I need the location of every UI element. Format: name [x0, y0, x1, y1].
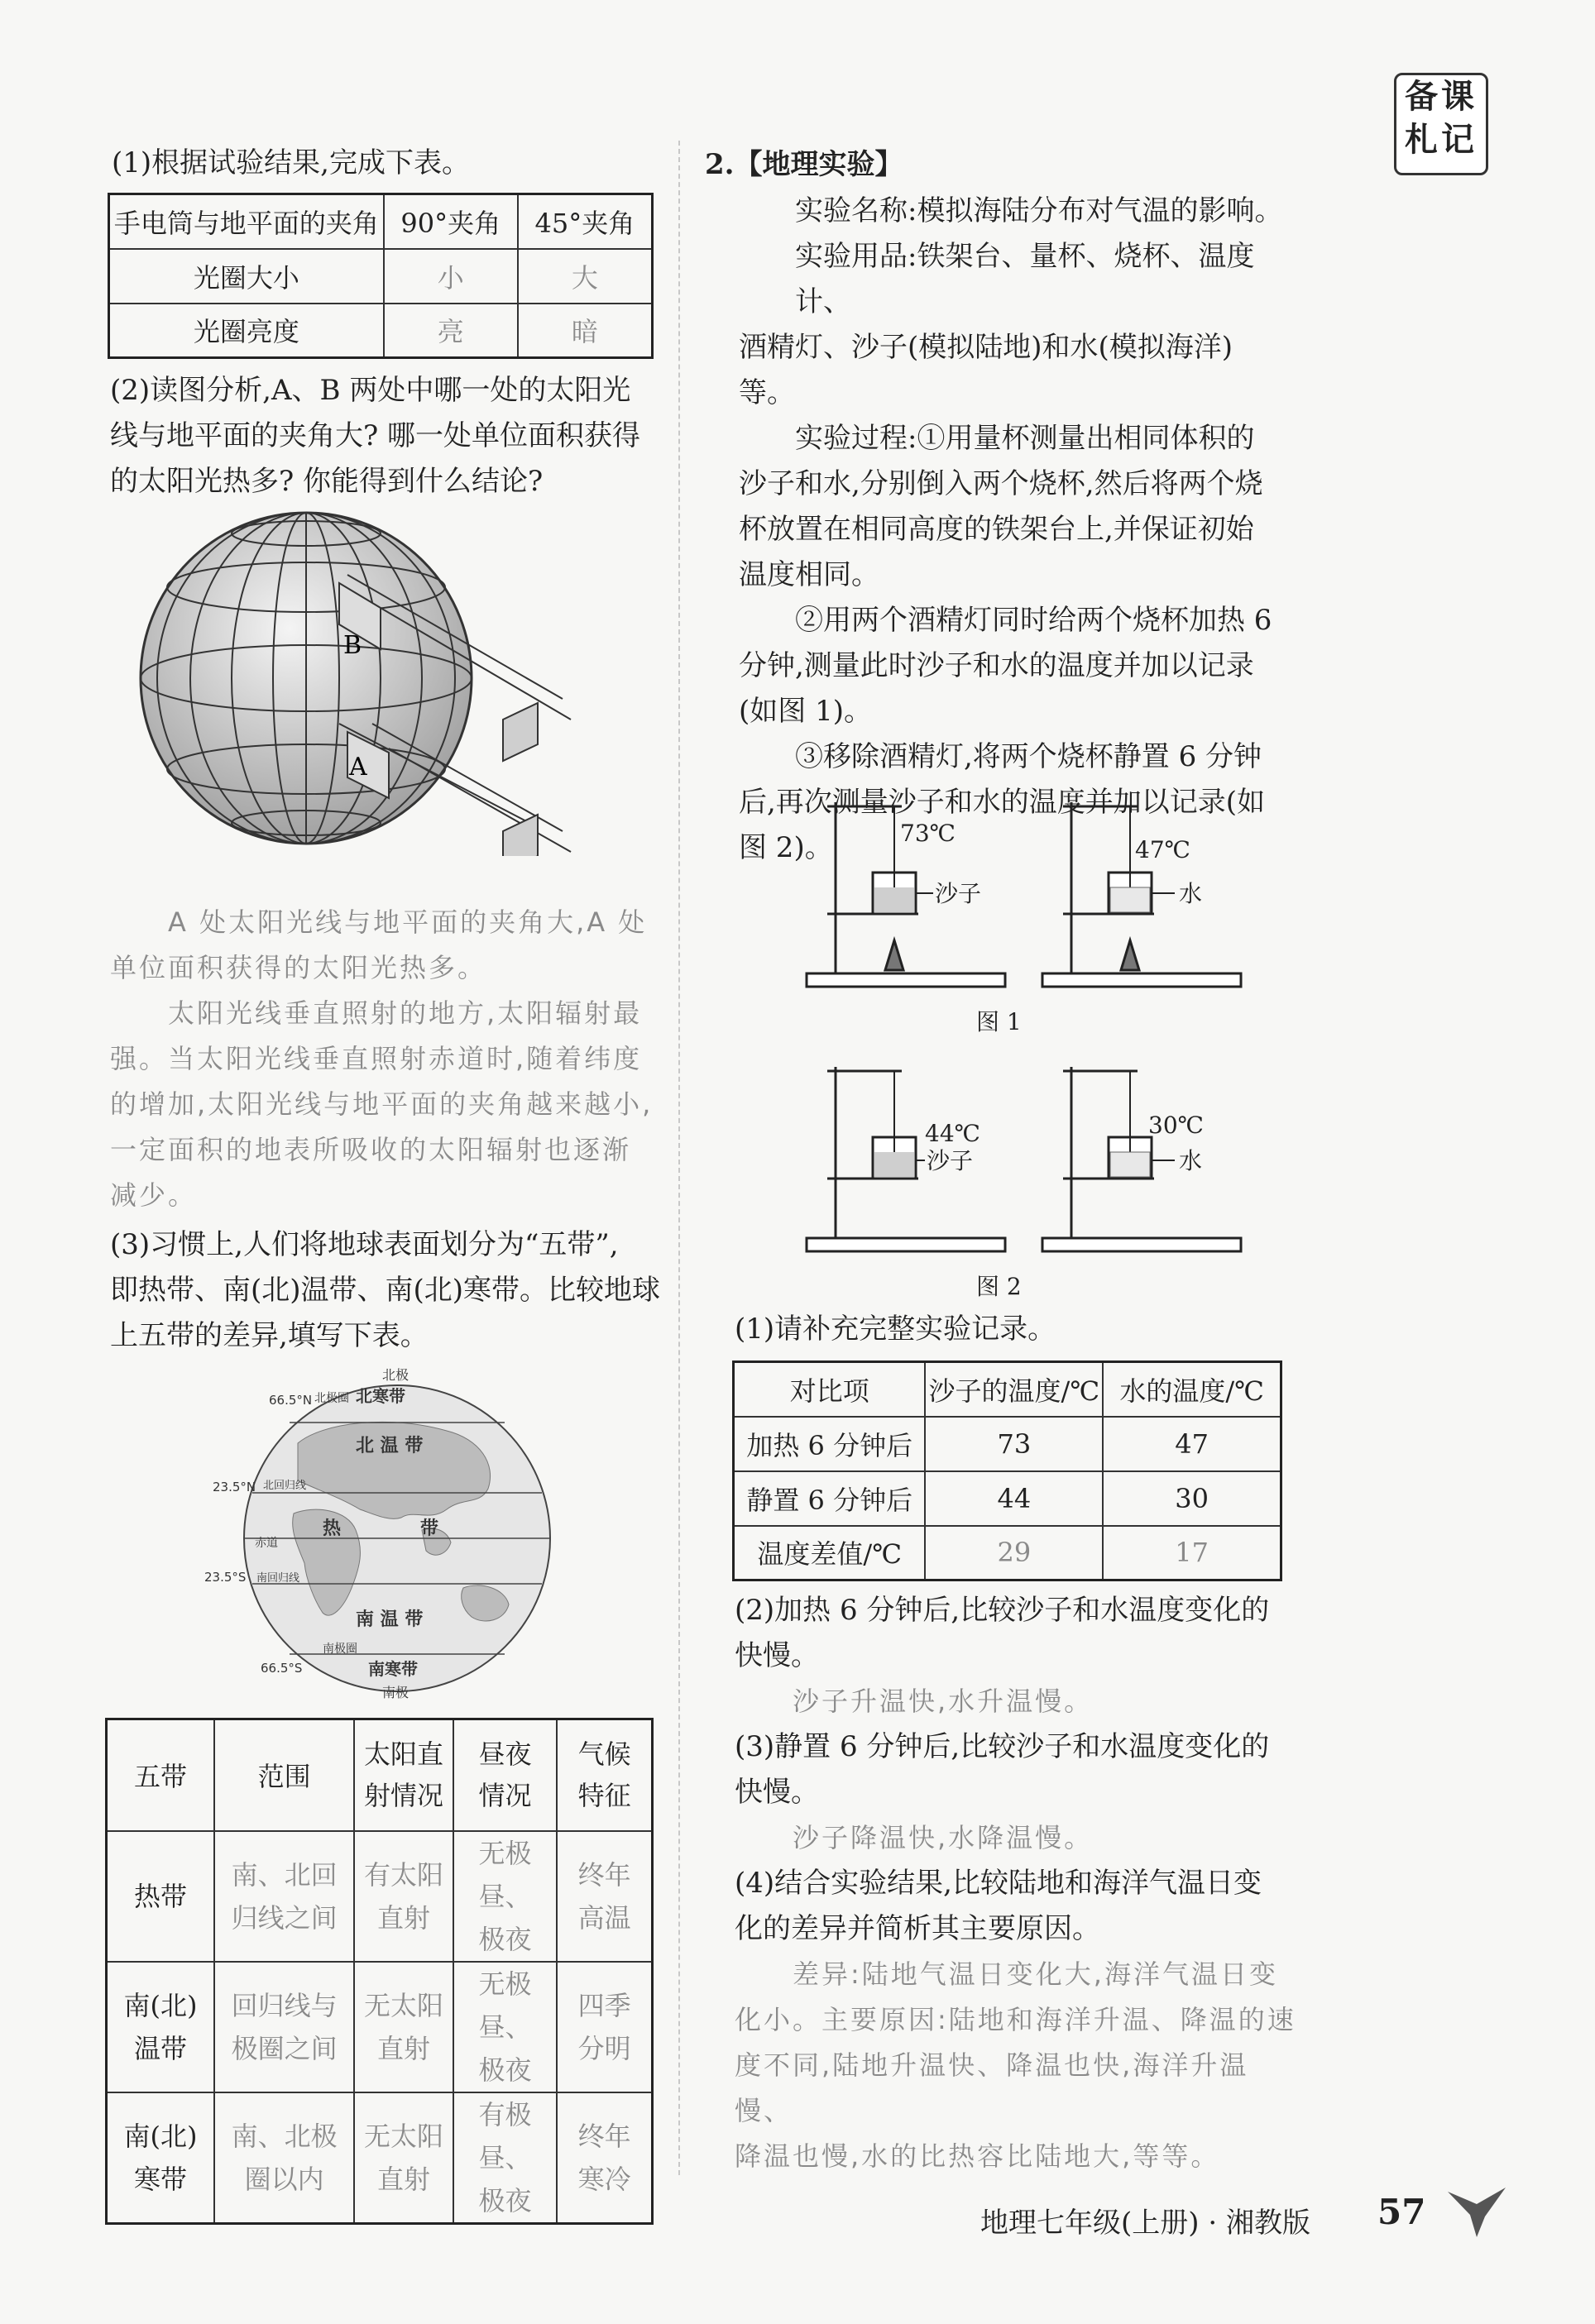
answer-line: 的增加,太阳光线与地平面的夹角越来越小,	[110, 1088, 654, 1120]
zones-header	[354, 1719, 453, 1831]
fig2-water-label: 水	[1179, 1147, 1203, 1174]
intro-line: 酒精灯、沙子(模拟陆地)和水(模拟海洋)等。	[739, 331, 1233, 409]
zone-answer-text: 有极昼、	[478, 2098, 532, 2173]
zones-header-text: 五带	[134, 1761, 188, 1793]
answer-line: 太阳光线垂直照射的地方,太阳辐射最	[168, 997, 643, 1029]
zone-answer-text: 终年	[577, 1858, 631, 1891]
zone-name-text: 南(北)	[123, 1989, 198, 2021]
footer-book-title: 地理七年级(上册) · 湘教版	[980, 2207, 1310, 2240]
zone-name-text: 南(北)	[123, 2120, 198, 2152]
exp-cell: 加热 6 分钟后	[734, 1417, 926, 1471]
map-lat-235s: 23.5°S	[204, 1570, 247, 1585]
zones-header-text: 特征	[577, 1780, 631, 1812]
zone-answer	[557, 1831, 652, 1962]
left-q3-line: 上五带的差异,填写下表。	[110, 1319, 429, 1352]
map-lat-235n: 23.5°N	[213, 1480, 256, 1494]
zones-header-text: 气候	[577, 1738, 631, 1771]
angle-table-answer: 大	[518, 249, 653, 304]
answer-line: 一定面积的地表所吸收的太阳辐射也逐渐	[110, 1134, 632, 1165]
badge-line1: 备课	[1405, 77, 1478, 116]
zone-answer-text: 无极昼、	[478, 1968, 532, 2043]
five-zones-map	[199, 1365, 579, 1704]
zone-answer	[354, 1962, 453, 2092]
exp-cell: 沙子的温度/℃	[925, 1362, 1103, 1417]
right-q3-line: 快慢。	[735, 1776, 819, 1809]
zone-name	[107, 1962, 215, 2092]
answer-line: 化小。主要原因:陆地和海洋升温、降温的速	[735, 2004, 1296, 2035]
answer-line: 降温也慢,水的比热容比陆地大,等等。	[735, 2140, 1220, 2172]
intro-line: 分钟,测量此时沙子和水的温度并加以记录	[739, 649, 1254, 682]
column-divider	[678, 141, 680, 2175]
map-arctic-circle: 北极圈	[314, 1392, 349, 1405]
zone-answer-text: 直射	[377, 2163, 431, 2195]
angle-table-cell: 45°夹角	[518, 194, 653, 249]
intro-line: (如图 1)。	[739, 695, 872, 728]
fig2-caption: 图 2	[976, 1273, 1022, 1300]
exp-cell: 44	[925, 1471, 1103, 1526]
zone-answer	[354, 1831, 453, 1962]
right-q2-line: (2)加热 6 分钟后,比较沙子和水温度变化的	[735, 1594, 1270, 1627]
answer-line: A 处太阳光线与地平面的夹角大,A 处	[168, 906, 648, 938]
map-tropic-capricorn: 南回归线	[256, 1572, 300, 1585]
fig1-caption: 图 1	[976, 1008, 1022, 1035]
exp-answer: 17	[1103, 1526, 1281, 1580]
right-a3: 沙子降温快,水降温慢。	[793, 1822, 1094, 1853]
footer-arrow-icon	[1444, 2183, 1510, 2241]
page-number: 57	[1377, 2192, 1426, 2232]
table-row	[107, 1831, 653, 1962]
right-q4	[735, 1861, 1297, 1952]
fig2-water-temp: 30℃	[1148, 1112, 1204, 1139]
left-q2-line: (2)读图分析,A、B 两处中哪一处的太阳光	[110, 374, 631, 407]
zone-answer-text: 分明	[577, 2032, 631, 2064]
zone-answer-text: 无太阳	[364, 1989, 444, 2021]
zone-answer	[214, 1831, 354, 1962]
table-row	[107, 2092, 653, 2224]
zone-answer-text: 四季	[577, 1989, 631, 2021]
figure-1-heating	[802, 790, 1249, 1038]
intro-line: 后,再次测量沙子和水的温度并加以记录(如	[739, 786, 1266, 819]
left-q3-line: 即热带、南(北)温带、南(北)寒带。比较地球	[110, 1274, 661, 1307]
experiment-table	[732, 1360, 1282, 1581]
intro-line: 杯放置在相同高度的铁架台上,并保证初始	[739, 513, 1254, 546]
zone-answer-text: 极夜	[478, 1923, 532, 1955]
intro-line: 实验用品:铁架台、量杯、烧杯、温度计、	[795, 240, 1255, 318]
left-q3-line: (3)习惯上,人们将地球表面划分为“五带”,	[110, 1228, 619, 1261]
badge-line2: 札记	[1405, 120, 1478, 159]
angle-table-cell: 光圈亮度	[109, 304, 384, 358]
right-q4-line: (4)结合实验结果,比较陆地和海洋气温日变	[735, 1867, 1262, 1900]
angle-table	[108, 193, 654, 359]
zone-name	[107, 2092, 215, 2224]
zones-header	[453, 1719, 557, 1831]
zone-answer-text: 南、北回	[231, 1858, 338, 1891]
angle-table-cell: 手电筒与地平面的夹角	[109, 194, 384, 249]
left-q3	[110, 1222, 681, 1359]
intro-line: ②用两个酒精灯同时给两个烧杯加热 6	[795, 604, 1272, 637]
intro-line: 温度相同。	[739, 558, 879, 591]
answer-line: 差异:陆地气温日变化大,海洋气温日变	[793, 1958, 1278, 1990]
left-q2	[110, 368, 673, 504]
zone-answer	[453, 1962, 557, 2092]
zone-answer	[354, 2092, 453, 2224]
zones-header	[107, 1719, 215, 1831]
zone-answer-text: 南、北极	[231, 2120, 338, 2152]
zones-header-text: 情况	[478, 1780, 532, 1812]
zones-header	[557, 1719, 652, 1831]
map-lat-665s: 66.5°S	[261, 1661, 303, 1676]
exp-cell: 水的温度/℃	[1103, 1362, 1281, 1417]
map-south-temperate: 南 温 带	[356, 1609, 424, 1630]
map-antarctic-circle: 南极圈	[323, 1643, 357, 1656]
angle-table-answer: 小	[384, 249, 518, 304]
zone-answer-text: 极夜	[478, 2184, 532, 2216]
answer-line: 度不同,陆地升温快、降温也快,海洋升温慢、	[735, 2049, 1249, 2126]
point-a-label: A	[349, 753, 367, 782]
left-q2-line: 的太阳光热多? 你能得到什么结论?	[110, 465, 544, 498]
zone-answer-text: 直射	[377, 1901, 431, 1934]
map-south-frigid: 南寒带	[368, 1659, 418, 1679]
left-q2-line: 线与地平面的夹角大? 哪一处单位面积获得	[110, 419, 641, 452]
zone-answer-text: 无极昼、	[478, 1837, 532, 1912]
fig1-water-temp: 47℃	[1135, 836, 1190, 863]
map-south-pole: 南极	[382, 1685, 410, 1700]
zone-answer	[453, 1831, 557, 1962]
fig2-sand-label: 沙子	[927, 1147, 974, 1174]
intro-line: 实验名称:模拟海陆分布对气温的影响。	[795, 194, 1283, 227]
angle-table-cell: 90°夹角	[384, 194, 518, 249]
zone-answer-text: 终年	[577, 2120, 631, 2152]
table-row	[107, 1962, 653, 2092]
answer-line: 减少。	[110, 1179, 198, 1211]
fig1-water-label: 水	[1179, 880, 1203, 907]
map-north-temperate: 北 温 带	[356, 1436, 424, 1456]
map-north-frigid: 北寒带	[356, 1386, 405, 1406]
table-row	[734, 1471, 1281, 1526]
left-q1-prompt: (1)根据试验结果,完成下表。	[112, 146, 470, 179]
right-a2: 沙子升温快,水升温慢。	[793, 1686, 1094, 1717]
exp-cell: 温度差值/℃	[734, 1526, 926, 1580]
table-row	[734, 1362, 1281, 1417]
left-answer2	[110, 900, 673, 1218]
fig1-sand-temp: 73℃	[900, 820, 956, 847]
angle-table-answer: 亮	[384, 304, 518, 358]
right-a4	[735, 1952, 1305, 2179]
zone-answer	[557, 1962, 652, 2092]
table-row	[734, 1526, 1281, 1580]
map-equator: 赤道	[255, 1537, 278, 1550]
map-lat-665n: 66.5°N	[269, 1393, 313, 1408]
zones-header-text: 太阳直	[364, 1738, 444, 1771]
section-title: 2.【地理实验】	[705, 148, 903, 181]
zone-answer	[453, 2092, 557, 2224]
zone-answer	[214, 2092, 354, 2224]
zone-answer-text: 回归线与	[231, 1989, 338, 2021]
zones-header-text: 昼夜	[478, 1738, 532, 1771]
angle-table-answer: 暗	[518, 304, 653, 358]
table-row	[107, 1719, 653, 1831]
right-q1-prompt: (1)请补充完整实验记录。	[735, 1313, 1056, 1346]
fig2-sand-temp: 44℃	[925, 1120, 980, 1147]
globe-sunlight-diagram	[132, 509, 596, 856]
zone-answer-text: 归线之间	[231, 1901, 338, 1934]
zone-answer-text: 高温	[577, 1901, 631, 1934]
intro-line: 沙子和水,分别倒入两个烧杯,然后将两个烧	[739, 467, 1263, 500]
right-q2	[735, 1588, 1297, 1679]
answer-line: 强。当太阳光线垂直照射赤道时,随着纬度	[110, 1043, 643, 1074]
point-b-label: B	[343, 631, 362, 660]
zones-header-text: 射情况	[364, 1780, 444, 1812]
zone-answer-text: 有太阳	[364, 1858, 444, 1891]
zone-answer-text: 极圈之间	[231, 2032, 338, 2064]
zones-header	[214, 1719, 354, 1831]
notes-badge	[1394, 73, 1488, 175]
five-zones-table	[105, 1718, 654, 2225]
table-row	[734, 1417, 1281, 1471]
zone-answer	[557, 2092, 652, 2224]
zone-name-text: 寒带	[134, 2163, 188, 2195]
exp-cell: 47	[1103, 1417, 1281, 1471]
zones-header-text: 范围	[257, 1761, 311, 1793]
intro-line: ③移除酒精灯,将两个烧杯静置 6 分钟	[795, 740, 1262, 773]
exp-answer: 29	[925, 1526, 1103, 1580]
map-tropic-cancer: 北回归线	[263, 1480, 307, 1492]
right-q3	[735, 1724, 1297, 1815]
figure-2-cooling	[802, 1054, 1249, 1303]
exp-cell: 静置 6 分钟后	[734, 1471, 926, 1526]
right-q3-line: (3)静置 6 分钟后,比较沙子和水温度变化的	[735, 1730, 1270, 1763]
map-tropic: 热	[323, 1518, 342, 1539]
answer-line: 单位面积获得的太阳光热多。	[110, 952, 487, 983]
angle-table-cell: 光圈大小	[109, 249, 384, 304]
intro-line: 实验过程:①用量杯测量出相同体积的	[795, 422, 1255, 455]
zone-answer-text: 无太阳	[364, 2120, 444, 2152]
zone-answer	[214, 1962, 354, 2092]
zone-answer-text: 极夜	[478, 2054, 532, 2086]
map-north-pole: 北极	[382, 1367, 410, 1383]
map-tropic2: 带	[420, 1518, 439, 1539]
fig1-sand-label: 沙子	[935, 880, 982, 907]
experiment-intro	[739, 189, 1285, 871]
zone-answer-text: 寒冷	[577, 2163, 631, 2195]
right-q4-line: 化的差异并简析其主要原因。	[735, 1912, 1100, 1945]
exp-cell: 对比项	[734, 1362, 926, 1417]
intro-line: 图 2)。	[739, 831, 833, 864]
zone-answer-text: 圈以内	[244, 2163, 324, 2195]
exp-cell: 30	[1103, 1471, 1281, 1526]
zone-name-text: 温带	[134, 2032, 188, 2064]
zone-answer-text: 直射	[377, 2032, 431, 2064]
right-q2-line: 快慢。	[735, 1639, 819, 1672]
exp-cell: 73	[925, 1417, 1103, 1471]
zone-name: 热带	[107, 1831, 215, 1962]
